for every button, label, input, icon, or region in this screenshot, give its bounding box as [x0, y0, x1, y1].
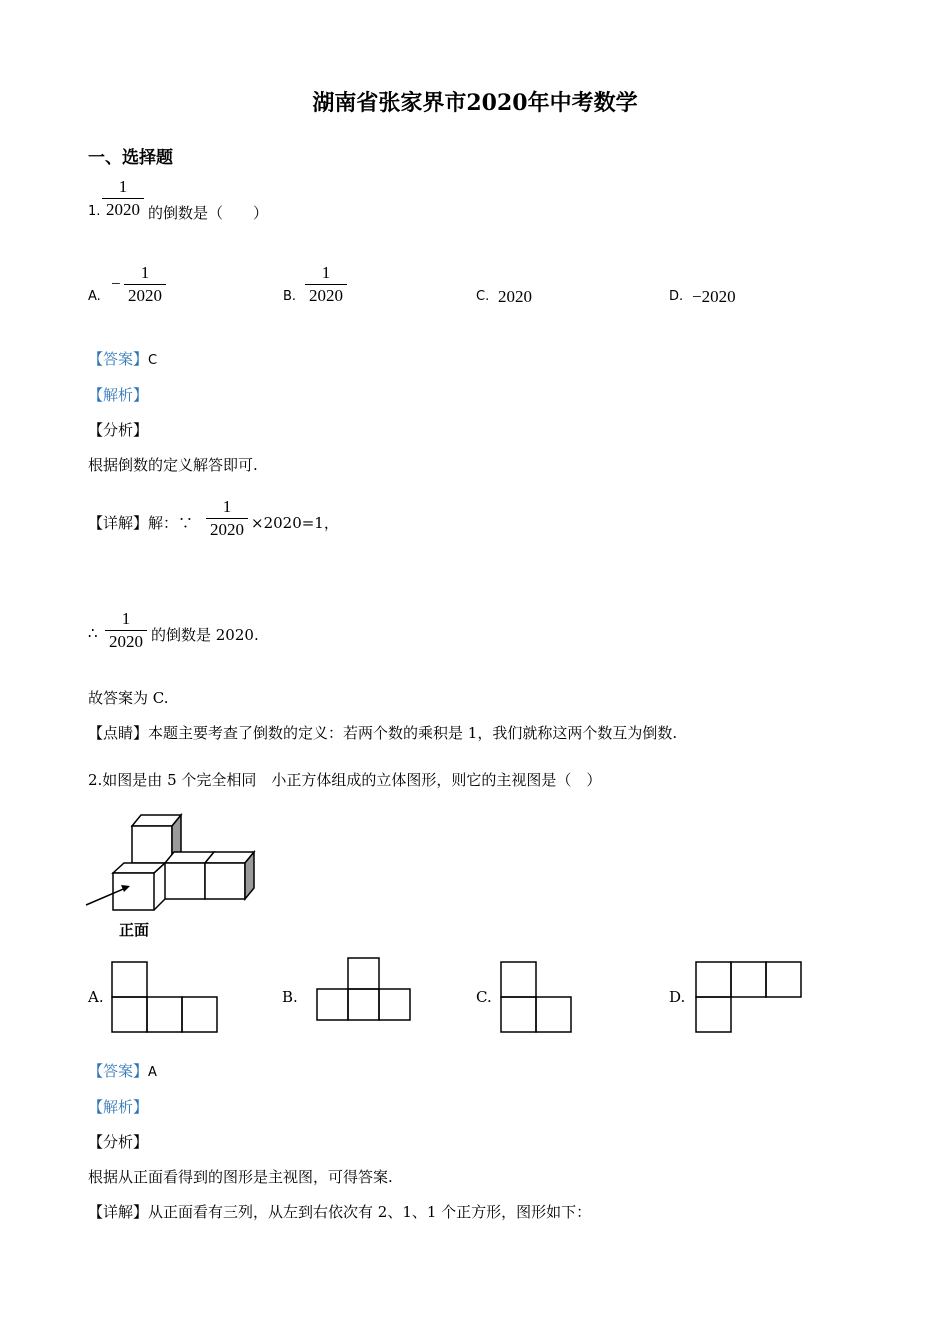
section-heading: 一、选择题 — [88, 148, 173, 168]
detail-text: 从正面看有三列，从左到右依次有 2、1、1 个正方形，图形如下： — [148, 1203, 592, 1221]
q1-option-d-value: −2020 — [692, 287, 736, 306]
q1-option-a-label: A. — [88, 289, 101, 304]
comment-text: 本题主要考查了倒数的定义：若两个数的乘积是 1，我们就称这两个数互为倒数. — [148, 724, 678, 742]
fraction-numerator: 1 — [121, 609, 131, 628]
q2-fenxi-text: 根据从正面看得到的图形是主视图，可得答案. — [88, 1168, 393, 1186]
fraction-denominator: 2020 — [210, 520, 244, 539]
fraction-numerator: 1 — [140, 263, 150, 282]
q1-detail-fraction — [206, 496, 248, 541]
q2-cube-figure — [86, 810, 261, 940]
detail-tag: 【详解】 — [88, 1203, 149, 1221]
fraction-denominator: 2020 — [109, 632, 143, 651]
q2-fenxi-tag: 【分析】 — [88, 1133, 149, 1151]
q2-option-b-label: B. — [282, 988, 298, 1006]
fraction-numerator: 1 — [321, 263, 331, 282]
detail-lead-text: 解：∵ — [148, 514, 194, 532]
front-cube-top-face — [113, 863, 165, 873]
q1-conclusion: 故答案为 C. — [88, 689, 169, 707]
q1-stem-text: 的倒数是（ ） — [148, 204, 269, 222]
q2-option-a-label: A. — [88, 988, 104, 1006]
fraction-denominator: 2020 — [309, 286, 343, 305]
q1-stem-fraction — [102, 176, 144, 221]
q2-option-a-figure — [111, 961, 219, 1033]
answer-value: A — [148, 1065, 157, 1080]
q1-option-c-value: 2020 — [498, 287, 532, 306]
q1-fenxi-tag: 【分析】 — [88, 421, 149, 439]
q2-stem: 2.如图是由 5 个完全相同 小正方体组成的立体图形，则它的主视图是（ ） — [88, 771, 602, 789]
fraction-denominator: 2020 — [106, 200, 140, 219]
comment-tag: 【点睛】 — [88, 724, 149, 742]
q1-option-a-sign: − — [111, 274, 121, 293]
page-title: 湖南省张家界市2020年中考数学 — [312, 90, 638, 116]
therefore-symbol: ∴ — [88, 624, 98, 642]
answer-value: C — [148, 353, 158, 368]
q1-option-a-fraction — [124, 262, 166, 307]
back-cube-front-face-2 — [205, 863, 245, 899]
q1-option-b-label: B. — [283, 289, 297, 304]
q1-therefore-fraction — [105, 608, 147, 653]
q2-option-d-label: D. — [669, 988, 686, 1006]
q2-detail — [88, 1201, 591, 1222]
fraction-numerator: 1 — [222, 497, 232, 516]
q2-option-d-figure — [695, 961, 803, 1033]
q1-detail-tail: ×2020=1， — [251, 514, 339, 532]
q1-option-d-label: D. — [669, 289, 684, 304]
q1-analysis-tag: 【解析】 — [88, 386, 149, 404]
detail-tag: 【详解】 — [88, 514, 149, 532]
q1-option-c-label: C. — [476, 289, 490, 304]
q2-analysis-tag: 【解析】 — [88, 1098, 149, 1116]
q1-number: 1. — [88, 204, 101, 219]
edge-line — [154, 899, 165, 910]
q1-therefore-tail: 的倒数是 2020. — [151, 626, 259, 644]
fraction-denominator: 2020 — [128, 286, 162, 305]
q1-option-b-fraction — [305, 262, 347, 307]
q2-answer-line — [88, 1060, 157, 1081]
top-cube-front-face — [132, 826, 172, 863]
q1-detail-lead — [88, 512, 193, 533]
fraction-numerator: 1 — [118, 177, 128, 196]
q1-comment — [88, 722, 677, 743]
front-label: 正面 — [119, 921, 150, 939]
q2-option-c-label: C. — [476, 988, 492, 1006]
q2-option-b-figure — [316, 957, 412, 1022]
back-cube-front-face — [165, 863, 205, 899]
q1-answer-line — [88, 348, 157, 369]
q2-option-c-figure — [500, 961, 573, 1033]
answer-tag: 【答案】 — [88, 350, 149, 368]
q1-fenxi-text: 根据倒数的定义解答即可. — [88, 456, 258, 474]
answer-tag: 【答案】 — [88, 1062, 149, 1080]
